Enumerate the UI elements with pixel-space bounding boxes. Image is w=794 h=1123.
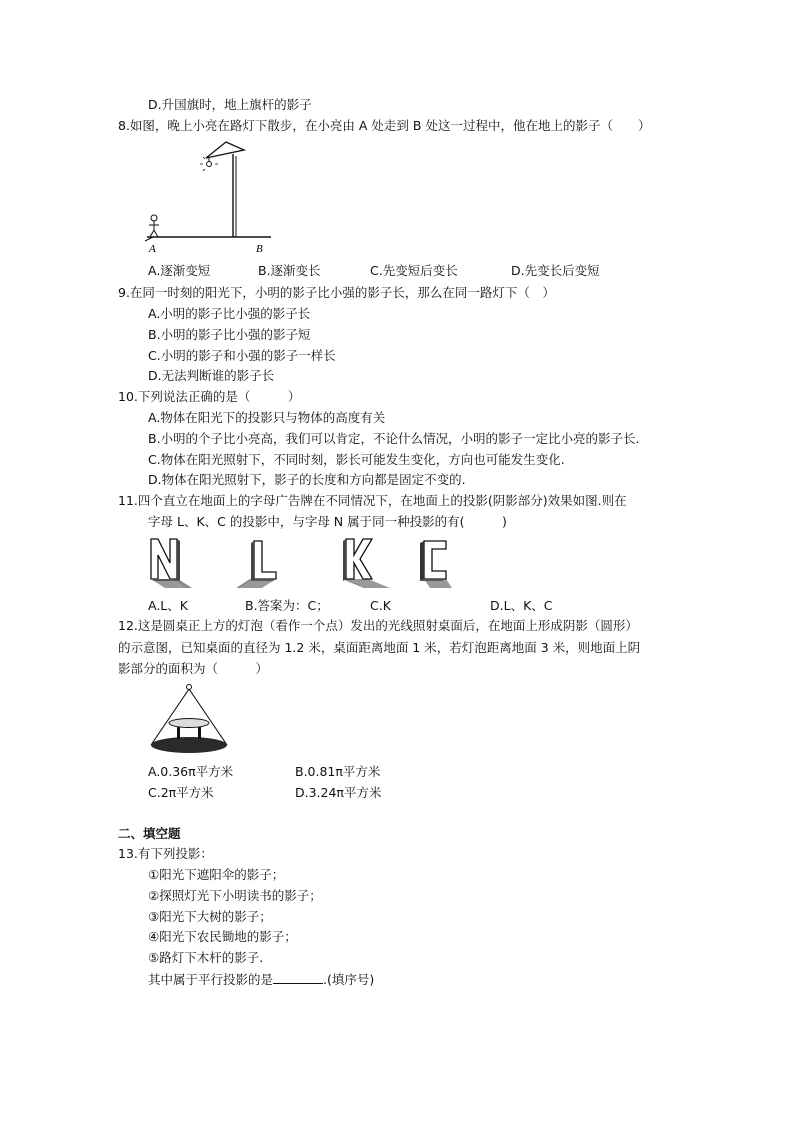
- q12-stem-line2: 的示意图，已知桌面的直径为 1.2 米，桌面距离地面 1 米，若灯泡距离地面 3 米，则地面上阴: [118, 640, 641, 655]
- light-ray-left: [151, 689, 189, 745]
- q8-option-d: D.先变长后变短: [511, 263, 600, 278]
- table-leg-left: [177, 727, 180, 739]
- q8-option-a: A.逐渐变短: [148, 263, 211, 278]
- q13-stem: 13.有下列投影：: [118, 846, 213, 861]
- lamp-head: [206, 142, 244, 158]
- q10-option-c: C.物体在阳光照射下，不同时刻，影长可能发生变化，方向也可能发生变化.: [148, 452, 565, 467]
- point-b-label: B: [256, 243, 263, 255]
- q12-stem-line1: 12.这是圆桌正上方的灯泡（看作一个点）发出的光线照射桌面后，在地面上形成阴影（圆形）: [118, 618, 638, 633]
- q11-option-a: A.L、K: [148, 598, 188, 613]
- q10-option-d: D.物体在阳光照射下，影子的长度和方向都是固定不变的.: [148, 472, 466, 487]
- q9-option-d: D.无法判断谁的影子长: [148, 368, 275, 383]
- bulb-icon: [207, 162, 212, 167]
- section-title-fill-in: 二、填空题: [118, 826, 181, 841]
- q8-stem: 8.如图，晚上小亮在路灯下散步，在小亮由 A 处走到 B 处这一过程中，他在地上的影子（ ）: [118, 118, 651, 133]
- q11-letter-billboards-figure: [146, 535, 456, 590]
- q12-option-a: A.0.36π平方米: [148, 764, 234, 779]
- q8-option-c: C.先变短后变长: [370, 263, 458, 278]
- letter-l-billboard: [236, 541, 276, 588]
- q11-stem-line2: 字母 L、K、C 的投影中，与字母 N 属于同一种投影的有( ): [148, 514, 507, 529]
- q9-option-b: B.小明的影子比小强的影子短: [148, 327, 311, 342]
- light-ray-right: [189, 689, 227, 745]
- letter-k-billboard: [342, 539, 390, 588]
- letter-n-billboard: [151, 539, 192, 588]
- q9-stem: 9.在同一时刻的阳光下，小明的影子比小强的影子长，那么在同一路灯下（ ）: [118, 285, 555, 300]
- q11-option-b: B.答案为：C；: [245, 598, 329, 613]
- lamp-bulb-icon: [187, 685, 192, 690]
- q10-option-b: B.小明的个子比小亮高，我们可以肯定，不论什么情况，小明的影子一定比小亮的影子长.: [148, 431, 640, 446]
- q13-answer-blank[interactable]: [273, 971, 323, 984]
- q13-question-prefix: 其中属于平行投影的是: [148, 972, 274, 987]
- q11-option-d: D.L、K、C: [490, 598, 553, 613]
- q12-stem-line3: 影部分的面积为（ ）: [118, 661, 269, 676]
- q11-option-c: C.K: [370, 598, 391, 613]
- q8-option-b: B.逐渐变长: [258, 263, 321, 278]
- q13-item-3: ③阳光下大树的影子；: [148, 909, 272, 924]
- q13-item-2: ②探照灯光下小明读书的影子；: [148, 888, 322, 903]
- q12-option-d: D.3.24π平方米: [295, 785, 382, 800]
- q12-lamp-table-figure: [146, 683, 236, 759]
- q13-question: [148, 971, 374, 988]
- q13-item-1: ①阳光下遮阳伞的影子；: [148, 867, 285, 882]
- q13-item-5: ⑤路灯下木杆的影子.: [148, 950, 264, 965]
- point-a-label: A: [149, 243, 156, 255]
- table-top: [169, 719, 209, 728]
- q12-option-c: C.2π平方米: [148, 785, 214, 800]
- q7-option-d: D.升国旗时，地上旗杆的影子: [148, 97, 312, 112]
- q8-streetlight-figure: [143, 140, 278, 255]
- q10-stem: 10.下列说法正确的是（ ）: [118, 389, 301, 404]
- q13-question-suffix: .(填序号): [323, 972, 375, 987]
- ground-shadow: [151, 737, 227, 753]
- q11-stem-line1: 11.四个直立在地面上的字母广告牌在不同情况下，在地面上的投影(阴影部分)效果如图.则在: [118, 493, 627, 508]
- q9-option-a: A.小明的影子比小强的影子长: [148, 306, 311, 321]
- letter-c-billboard: [420, 541, 452, 588]
- walking-person-icon: [149, 215, 159, 237]
- q9-option-c: C.小明的影子和小强的影子一样长: [148, 348, 336, 363]
- q12-option-b: B.0.81π平方米: [295, 764, 381, 779]
- table-leg-right: [198, 727, 201, 739]
- q13-item-4: ④阳光下农民锄地的影子；: [148, 929, 297, 944]
- q10-option-a: A.物体在阳光下的投影只与物体的高度有关: [148, 410, 386, 425]
